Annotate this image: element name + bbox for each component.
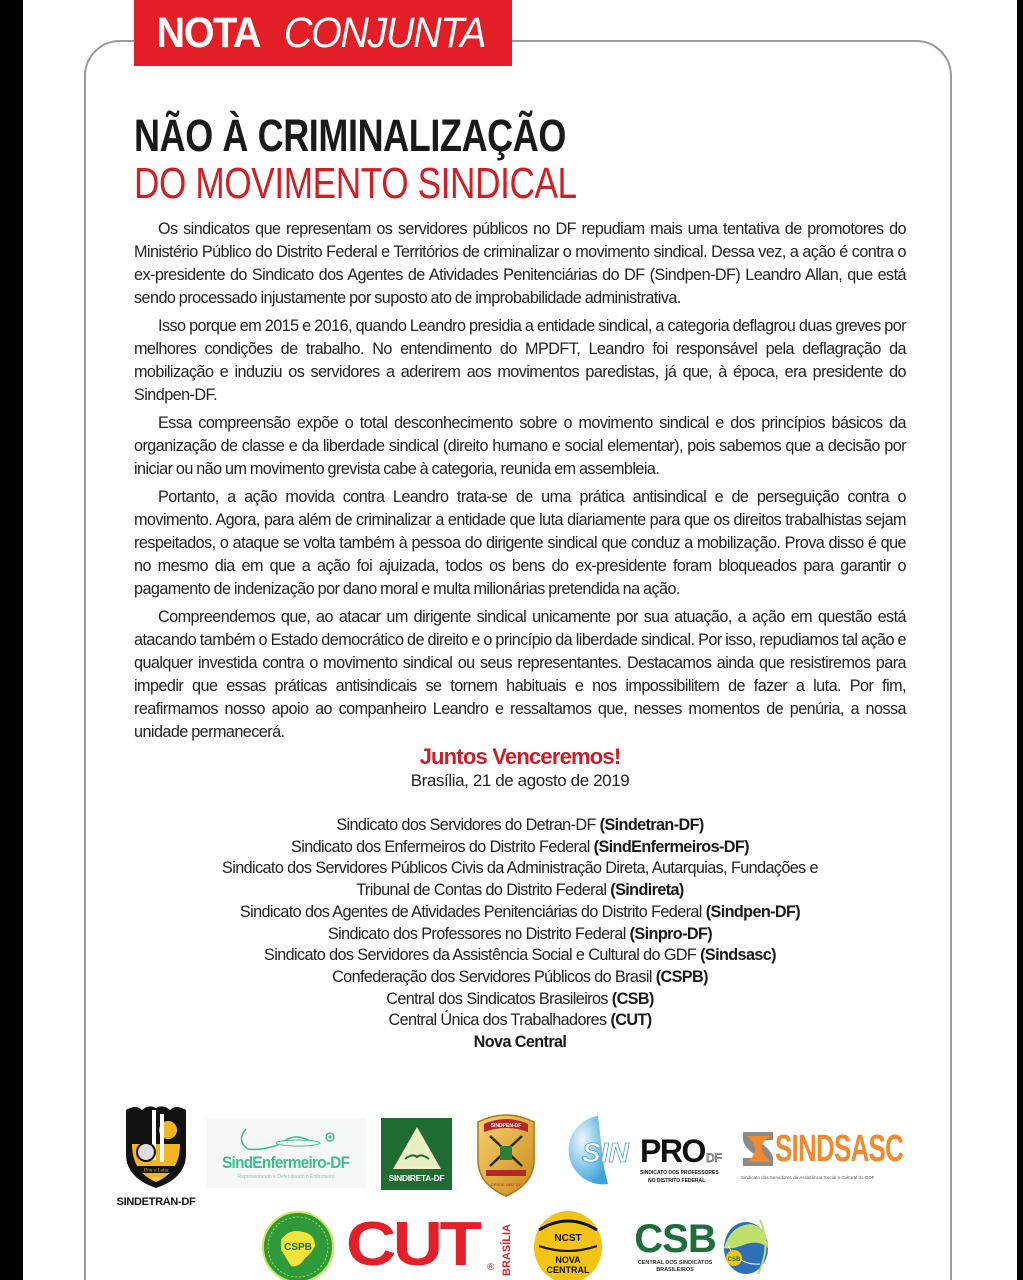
svg-text:NOVA: NOVA [555, 1255, 581, 1265]
headline-line-2: DO MOVIMENTO SINDICAL [134, 159, 577, 208]
sinpro-mark-icon [560, 1112, 730, 1190]
sindsasc-tagline: Sindicato dos Servidores da Assistência Social e Cultural do GDF [741, 1174, 875, 1180]
nota-conjunta-banner [134, 0, 512, 66]
sindpen-logo [470, 1112, 542, 1198]
svg-text:NO DISTRITO FEDERAL: NO DISTRITO FEDERAL [648, 1178, 706, 1184]
svg-text:CSB: CSB [727, 1257, 741, 1263]
signatory: Sindicato dos Professores no Distrito Federal (Sinpro-DF) [327, 924, 713, 943]
signatory: Central Única dos Trabalhadores (CUT) [388, 1011, 652, 1030]
place-date: Brasília, 21 de agosto de 2019 [410, 771, 630, 790]
csb-logo [627, 1214, 777, 1278]
csb-name: CSB [634, 1217, 716, 1261]
signatory: Sindicato dos Servidores Públicos Civis da Administração Direta, Autarquias, Fundações e [222, 859, 818, 878]
sindetran-logo [111, 1100, 201, 1212]
cspb-logo [261, 1210, 335, 1280]
csb-tagline-1: CENTRAL DOS SINDICATOS [637, 1260, 713, 1266]
svg-text:DF: DF [706, 1151, 722, 1165]
cut-side-label: BRASÍLIA [501, 1224, 513, 1276]
headline-line-1: NÃO À CRIMINALIZAÇÃO [134, 110, 566, 161]
signatory: Sindicato dos Enfermeiros do Distrito Federal (SindEnfermeiros-DF) [291, 837, 749, 856]
sindenfermeiro-tagline: Representando e Defendendo o Enfermeiro [237, 1173, 335, 1180]
svg-text:DESDE 1987 DF: DESDE 1987 DF [490, 1182, 522, 1187]
svg-text:2000: 2000 [151, 1176, 161, 1181]
sindireta-caption: SINDIRETA-DF [388, 1173, 445, 1183]
cut-logo [346, 1212, 524, 1280]
cut-name: CUT [346, 1212, 479, 1279]
svg-text:SINDICATO DOS PROFESSORES: SINDICATO DOS PROFESSORES [640, 1170, 719, 1176]
sindireta-triangle-icon [391, 1125, 443, 1171]
page [23, 0, 1017, 1280]
svg-text:Unir e Lutar: Unir e Lutar [143, 1168, 169, 1174]
signatory: Nova Central [473, 1033, 567, 1052]
paragraph: Os sindicatos que representam os servidores públicos no DF repudiam mais uma tentativa de promotores do Ministério Público do Distrito Federal e Territórios de criminalizar o movimento sindical. Dessa vez, a ação é contra o ex-presidente do Sindicato dos Agentes de Atividades Penitenciárias do DF (Sindpen-DF) Leandro Allan, que está sendo processado injustamente por suposto ato de improbabilidade administrativa. [134, 220, 906, 307]
article-body [134, 218, 906, 749]
svg-text:SIN: SIN [582, 1137, 629, 1168]
signatory: Sindicato dos Agentes de Atividades Penitenciárias do Distrito Federal (Sindpen-DF) [239, 902, 801, 921]
ncst-logo [533, 1210, 603, 1280]
slogan: Juntos Venceremos! [419, 744, 621, 769]
paragraph: Essa compreensão expõe o total desconhecimento sobre o movimento sindical e dos princípios básicos da organização de classe e da liberdade sindical (direito humano e social elementar), pois sabemos que a decisão por iniciar ou não um movimento grevista cabe à categoria, reunida em assembleia. [134, 414, 906, 478]
sindsasc-logo [741, 1122, 926, 1184]
ncst-seal-icon [533, 1210, 603, 1280]
csb-tagline-2: BRASILEIROS [656, 1267, 694, 1273]
sindpen-badge-icon [472, 1112, 540, 1198]
sindetran-shield-icon [122, 1104, 190, 1190]
sinpro-logo [560, 1112, 730, 1190]
svg-text:SINDPEN-DF: SINDPEN-DF [490, 1123, 522, 1129]
sindenfermeiro-name: SindEnfermeiro-DF [222, 1152, 350, 1172]
csb-globe-icon [720, 1216, 770, 1276]
paragraph: Compreendemos que, ao atacar um dirigente sindical unicamente por sua atuação, a ação em questão está atacando também o Estado democrático de direito e o princípio da liberdade sindical. Por isso, repudiamos tal ação e qualquer investida contra o movimento sindical ou seus representantes. Destacamos ainda que resistiremos para impedir que essas práticas antisindicais se tornem habituais e nos impossibilitem de fazer a luta. Por fim, reafirmamos nosso apoio ao companheiro Leandro e ressaltamos que, nesses momentos de penúria, a nossa unidade permanecerá. [134, 608, 906, 741]
closing [134, 744, 906, 792]
banner-bold: NOTA [156, 8, 261, 57]
banner-italic: CONJUNTA [283, 8, 486, 57]
sindsasc-s-icon [741, 1128, 775, 1170]
svg-text:CENTRAL: CENTRAL [546, 1265, 590, 1275]
cut-registered-mark: ® [487, 1262, 495, 1273]
sindsasc-name: SINDSASC [775, 1127, 904, 1170]
signatory: Tribunal de Contas do Distrito Federal (Sindireta) [356, 881, 684, 900]
signatory: Central dos Sindicatos Brasileiros (CSB) [386, 989, 654, 1008]
sindenfermeiro-logo [206, 1118, 366, 1188]
svg-text:PRO: PRO [640, 1133, 705, 1169]
cspb-seal-icon [261, 1210, 335, 1280]
signatory: Sindicato dos Servidores do Detran-DF (Sindetran-DF) [336, 816, 704, 834]
stethoscope-icon [226, 1127, 346, 1153]
paragraph: Isso porque em 2015 e 2016, quando Leandro presidia a entidade sindical, a categoria deflagrou duas greves por melhores condições de trabalho. No entendimento do MPDFT, Leandro foi responsável pela deflagração da mobilização e induziu os servidores a aderirem aos movimentos paredistas, já que, à época, era presidente do Sindpen-DF. [134, 317, 906, 404]
sindireta-logo [381, 1118, 452, 1190]
sindetran-caption: SINDETRAN-DF [116, 1196, 196, 1208]
svg-text:NCST: NCST [554, 1233, 582, 1244]
paragraph: Portanto, a ação movida contra Leandro trata-se de uma prática antisindical e de perseguição contra o movimento. Agora, para além de criminalizar a entidade que luta diariamente para que os direitos trabalhistas sejam respeitados, o ataque se volta também à pessoa do dirigente sindical que conduz a mobilização. Prova disso é que no mesmo dia em que a ação foi ajuizada, todos os bens do ex-presidente foram bloqueados para garantir o pagamento de indenização por dano moral e multa milionárias pretendida na ação. [134, 488, 906, 598]
svg-text:CSPB: CSPB [284, 1242, 312, 1253]
signatories-list [134, 815, 906, 1054]
signatory: Confederação dos Servidores Públicos do Brasil (CSPB) [332, 967, 708, 986]
signatory: Sindicato dos Servidores da Assistência Social e Cultural do GDF (Sindsasc) [264, 946, 776, 965]
